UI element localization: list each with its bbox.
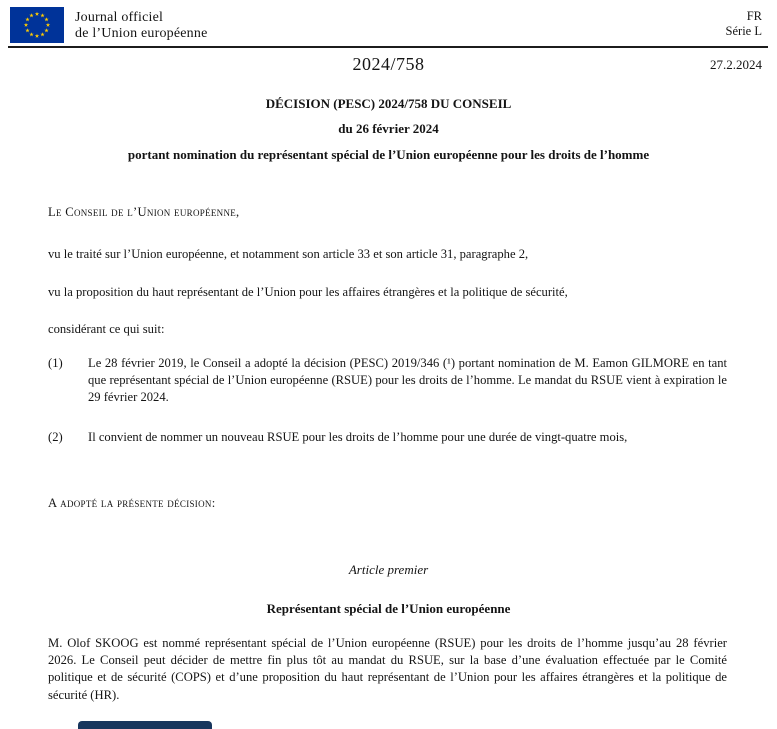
eli-banner-top [78, 721, 212, 729]
recital-1 [48, 355, 727, 406]
citation-treaty: vu le traité sur l’Union européenne, et notamment son article 33 et son article 31, paragraphe 2, [48, 247, 529, 261]
recital-1-number: (1) [48, 356, 63, 370]
document-number: 2024/758 [352, 54, 425, 74]
decision-subject: portant nomination du représentant spécial de l’Union européenne pour les droits de l’homme [127, 147, 650, 162]
language-label: FR [746, 9, 762, 23]
masthead-corner [726, 9, 762, 38]
series-label: Série L [725, 23, 762, 38]
enacting-formula: A adopté la présente décision: [48, 496, 216, 510]
masthead-title-line1: Journal officiel [75, 10, 164, 25]
recitals-intro: considérant ce qui suit: [48, 322, 165, 336]
masthead-divider [8, 46, 768, 48]
recital-1-text: Le 28 février 2019, le Conseil a adopté la décision (PESC) 2019/346 (¹) portant nomination de M. Eamon GILMORE en tant que représentant spécial de l’Union européenne (RSUE) pour les droits de l’homme. Le mandat du RSUE vient à expiration le 29 février 2024. [88, 356, 727, 404]
recital-2-number: (2) [48, 430, 63, 444]
preamble-opening: Le Conseil de l’Union européenne, [48, 205, 240, 219]
recital-2 [48, 429, 727, 446]
article-heading: Article premier [348, 562, 429, 577]
masthead-title [75, 10, 207, 41]
recital-2-text: Il convient de nommer un nouveau RSUE pour les droits de l’homme pour une durée de vingt-quatre mois, [88, 430, 628, 444]
decision-date: du 26 février 2024 [338, 121, 439, 136]
article-subject: Représentant spécial de l’Union européenne [266, 601, 511, 616]
article-body: M. Olof SKOOG est nommé représentant spécial de l’Union européenne (RSUE) pour les droits de l’homme jusqu’au 28 février 2026. Le Conseil peut décider de mettre fin plus tôt au mandat du RSUE, sur la base d’une évaluation effectuée par le Comité politique et de sécurité (COPS) et d’une proposition du haut représentant de l’Union pour les affaires étrangères et la politique de sécurité (HR). [48, 636, 727, 702]
eu-flag-icon [10, 7, 64, 43]
publication-date: 27.2.2024 [710, 57, 762, 72]
citation-proposal: vu la proposition du haut représentant de l’Union pour les affaires étrangères et la politique de sécurité, [48, 285, 568, 299]
decision-title: DÉCISION (PESC) 2024/758 DU CONSEIL [265, 96, 512, 111]
masthead-title-line2: de l’Union européenne [75, 25, 208, 41]
